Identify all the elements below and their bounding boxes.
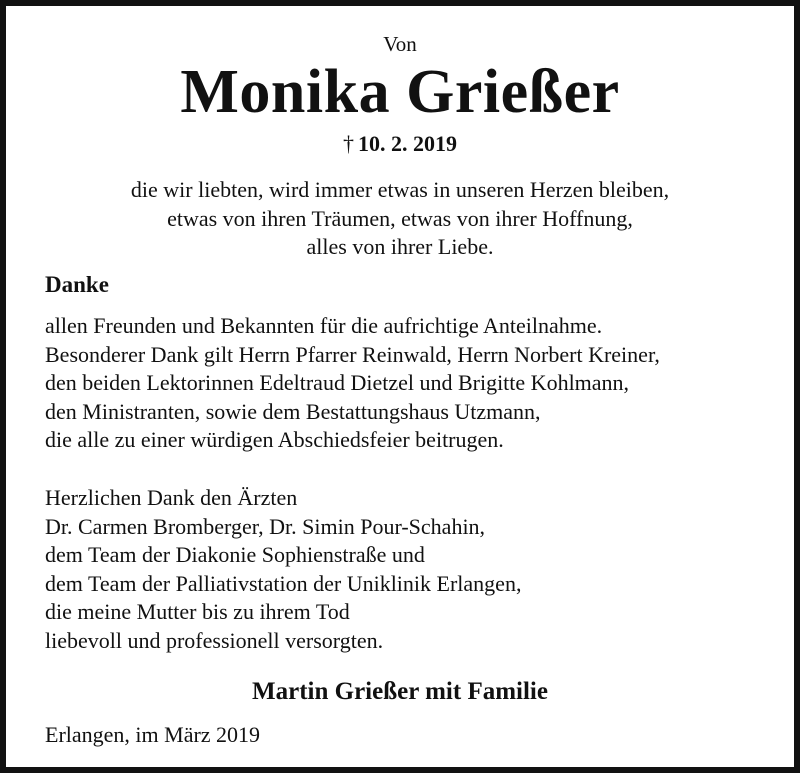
place-date: Erlangen, im März 2019: [45, 722, 261, 747]
text-line: liebevoll und professionell versorgten.: [45, 627, 384, 653]
text-line: dem Team der Diakonie Sophienstraße und: [45, 542, 425, 567]
signature: Martin Grießer mit Familie: [252, 678, 548, 705]
text-line: die alle zu einer würdigen Abschiedsfeier beitrugen.: [45, 427, 504, 452]
cross-symbol: †: [343, 131, 354, 156]
death-line: [6, 130, 794, 158]
text-line: Dr. Carmen Bromberger, Dr. Simin Pour-Schahin,: [45, 513, 486, 539]
thanks-paragraph-1: [45, 312, 660, 455]
danke-heading: Danke: [45, 272, 109, 297]
text-line: dem Team der Palliativstation der Uniklinik Erlangen,: [45, 570, 522, 596]
verse-line: alles von ihrer Liebe.: [306, 234, 494, 259]
text-line: allen Freunden und Bekannten für die aufrichtige Anteilnahme.: [45, 313, 603, 338]
thanks-paragraph-2: [45, 484, 521, 655]
verse-line: etwas von ihren Träumen, etwas von ihrer Hoffnung,: [167, 205, 633, 231]
memorial-verse: [6, 176, 794, 262]
text-line: den beiden Lektorinnen Edeltraud Dietzel und Brigitte Kohlmann,: [45, 370, 630, 395]
text-line: die meine Mutter bis zu ihrem Tod: [45, 599, 350, 624]
text-line: Herzlichen Dank den Ärzten: [45, 485, 298, 510]
text-line: den Ministranten, sowie dem Bestattungshaus Utzmann,: [45, 398, 541, 424]
verse-line: die wir liebten, wird immer etwas in unseren Herzen bleiben,: [130, 177, 670, 202]
text-line: Besonderer Dank gilt Herrn Pfarrer Reinwald, Herrn Norbert Kreiner,: [45, 341, 660, 367]
deceased-name: Monika Grießer: [180, 58, 620, 126]
death-date: 10. 2. 2019: [358, 131, 457, 156]
von-label: Von: [383, 32, 417, 56]
